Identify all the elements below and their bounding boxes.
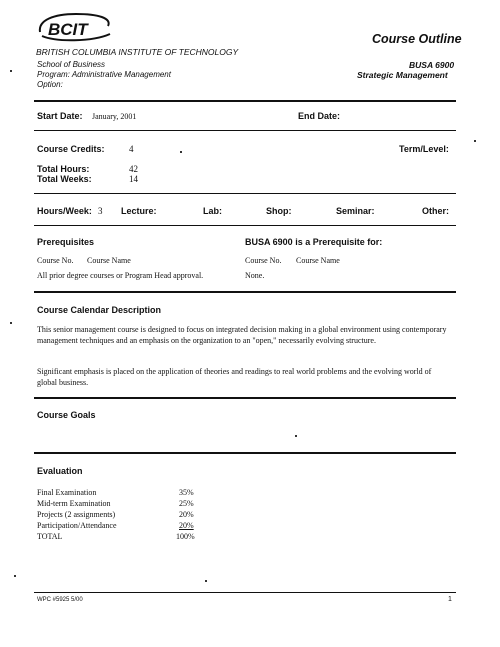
course-credits-label: Course Credits: bbox=[37, 144, 105, 154]
scan-speck bbox=[205, 580, 207, 582]
is-prereq-col-course-no: Course No. bbox=[245, 256, 282, 265]
course-goals-title: Course Goals bbox=[37, 410, 96, 420]
course-title: Strategic Management bbox=[357, 70, 448, 80]
logo-text: BCIT bbox=[48, 20, 88, 39]
shop-label: Shop: bbox=[266, 206, 292, 216]
is-prereq-text: None. bbox=[245, 271, 265, 280]
eval-value: 20% bbox=[179, 521, 194, 530]
eval-value: 25% bbox=[179, 499, 194, 508]
scan-speck bbox=[14, 575, 16, 577]
eval-label: Final Examination bbox=[37, 488, 97, 497]
eval-row bbox=[37, 521, 237, 532]
total-weeks-value: 14 bbox=[129, 174, 138, 184]
prerequisites-title: Prerequisites bbox=[37, 237, 95, 247]
divider-hours bbox=[34, 225, 456, 226]
doc-title: Course Outline bbox=[372, 32, 462, 46]
hours-week-label: Hours/Week: bbox=[37, 206, 92, 216]
eval-label: TOTAL bbox=[37, 532, 63, 541]
prereq-col-course-name: Course Name bbox=[87, 256, 131, 265]
course-credits-value: 4 bbox=[129, 144, 134, 154]
eval-row bbox=[37, 510, 237, 521]
description-title: Course Calendar Description bbox=[37, 305, 162, 315]
start-date-value: January, 2001 bbox=[92, 112, 137, 121]
other-label: Other: bbox=[422, 206, 449, 216]
scan-speck bbox=[474, 140, 476, 142]
hours-week-value: 3 bbox=[98, 206, 103, 216]
seminar-label: Seminar: bbox=[336, 206, 375, 216]
eval-row bbox=[37, 488, 237, 499]
end-date-label: End Date: bbox=[298, 111, 341, 121]
scan-speck bbox=[10, 322, 12, 324]
scan-speck bbox=[10, 70, 12, 72]
eval-label: Mid-term Examination bbox=[37, 499, 111, 508]
eval-row bbox=[37, 499, 237, 510]
eval-label: Projects (2 assignments) bbox=[37, 510, 116, 519]
total-hours-value: 42 bbox=[129, 164, 138, 174]
total-weeks-label: Total Weeks: bbox=[37, 174, 92, 184]
institute-name: BRITISH COLUMBIA INSTITUTE OF TECHNOLOGY bbox=[36, 47, 239, 57]
prereq-text: All prior degree courses or Program Head approval. bbox=[37, 271, 204, 280]
divider-dates bbox=[34, 130, 456, 131]
is-prerequisite-title: BUSA 6900 is a Prerequisite for: bbox=[245, 237, 383, 247]
page-number: 1 bbox=[448, 596, 452, 603]
scan-speck bbox=[180, 151, 182, 153]
divider-description bbox=[34, 397, 456, 399]
eval-row bbox=[37, 532, 237, 543]
prereq-col-course-no: Course No. bbox=[37, 256, 74, 265]
description-para-2: Significant emphasis is placed on the application of theories and readings to real world problems and the evolving world of global business. bbox=[37, 367, 432, 387]
is-prereq-col-course-name: Course Name bbox=[296, 256, 340, 265]
eval-value: 35% bbox=[179, 488, 194, 497]
school-name: School of Business bbox=[37, 60, 106, 69]
eval-label: Participation/Attendance bbox=[37, 521, 117, 530]
lecture-label: Lecture: bbox=[121, 206, 157, 216]
divider-credits bbox=[34, 193, 456, 194]
course-code: BUSA 6900 bbox=[409, 60, 455, 70]
start-date-label: Start Date: bbox=[37, 111, 83, 121]
eval-value: 20% bbox=[179, 510, 194, 519]
divider-prereq bbox=[34, 291, 456, 293]
total-hours-label: Total Hours: bbox=[37, 164, 90, 174]
bcit-logo bbox=[36, 10, 116, 44]
lab-label: Lab: bbox=[203, 206, 222, 216]
program-name: Program: Administrative Management bbox=[37, 70, 171, 79]
scan-speck bbox=[295, 435, 297, 437]
evaluation-title: Evaluation bbox=[37, 466, 83, 476]
term-level-label: Term/Level: bbox=[399, 144, 449, 154]
divider-goals bbox=[34, 452, 456, 454]
option-label: Option: bbox=[37, 80, 63, 89]
description-para-1: This senior management course is designed to focus on integrated decision making in a global environment using contemporary management techniques and an emphasis on the organization to an "open," necessarily evolving structure. bbox=[37, 325, 447, 345]
eval-value: 100% bbox=[176, 532, 195, 541]
divider-header bbox=[34, 100, 456, 102]
form-code: WPC #5925 5/00 bbox=[37, 597, 83, 603]
divider-footer bbox=[34, 592, 456, 593]
